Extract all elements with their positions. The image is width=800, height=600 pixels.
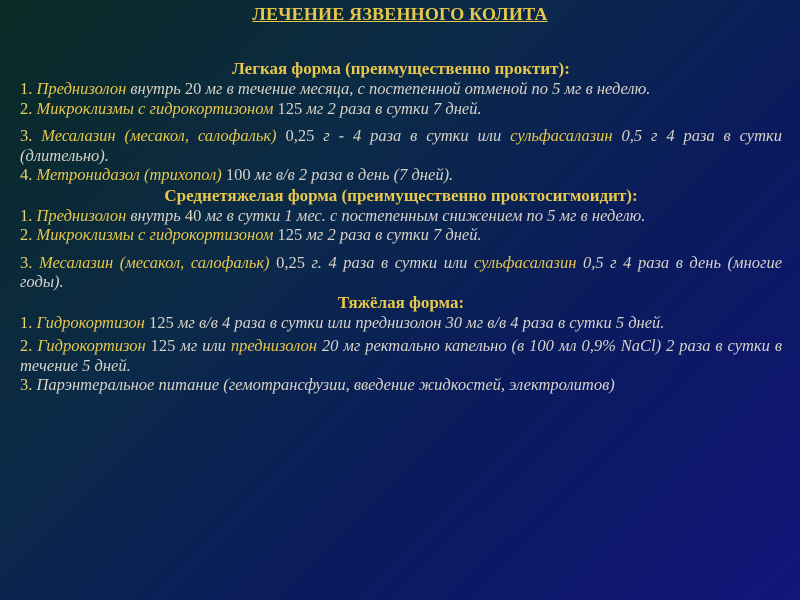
item-number: 2. xyxy=(20,225,33,244)
drug-name: Преднизолон xyxy=(36,205,127,225)
item-number: 3. xyxy=(20,375,33,394)
moderate-item-3: 3. Месалазин (месакол, салофальк) 0,25 г. 4 раза в сутки или сульфасалазин 0,5 г 4 раза в день (многие годы). xyxy=(20,252,783,291)
drug-name-alt: сульфасалазин xyxy=(510,126,613,145)
item-number: 3. xyxy=(20,252,33,272)
drug-name: Гидрокортизон xyxy=(37,336,146,355)
drug-name: Месалазин (месакол, салофальк) xyxy=(41,126,277,145)
slide-title: ЛЕЧЕНИЕ ЯЗВЕННОГО КОЛИТА xyxy=(252,4,548,24)
item-number: 4. xyxy=(20,165,33,184)
mild-item-1: 1. Преднизолон внутрь 20 мг в течение месяца, с постепенной отменой по 5 мг в неделю. xyxy=(20,79,651,98)
moderate-heading: Среднетяжелая форма (преимущественно проктосигмоидит): xyxy=(164,185,638,205)
drug-name-alt: преднизолон xyxy=(230,336,317,355)
mild-item-3: 3. Месалазин (месакол, салофальк) 0,25 г - 4 раза в сутки или сульфасалазин 0,5 г 4 раза в сутки (длительно). xyxy=(20,126,783,165)
drug-name: Месалазин (месакол, салофальк) xyxy=(38,252,270,272)
drug-name: Гидрокортизон xyxy=(36,312,145,332)
moderate-item-1: 1. Преднизолон внутрь 40 мг в сутки 1 мес. с постепенным снижением по 5 мг в неделю. xyxy=(20,205,646,225)
item-number: 3. xyxy=(20,126,33,145)
mild-item-2: 2. Микроклизмы с гидрокортизоном 125 мг 2 раза в сутки 7 дней. xyxy=(20,98,482,118)
severe-item-1: 1. Гидрокортизон 125 мг в/в 4 раза в сутки или преднизолон 30 мг в/в 4 раза в сутки 5 дней. xyxy=(20,312,665,332)
drug-name: Микроклизмы с гидрокортизоном xyxy=(36,225,274,244)
drug-name: Микроклизмы с гидрокортизоном xyxy=(36,98,274,118)
mild-item-4: 4. Метронидазол (трихопол) 100 мг в/в 2 раза в день (7 дней). xyxy=(20,165,454,184)
item-number: 2. xyxy=(20,98,33,118)
drug-name: Преднизолон xyxy=(36,79,127,98)
item-number: 1. xyxy=(20,205,33,225)
item-number: 1. xyxy=(20,79,33,98)
severe-heading: Тяжёлая форма: xyxy=(337,292,465,312)
item-number: 1. xyxy=(20,312,33,332)
mild-heading: Легкая форма (преимущественно проктит): xyxy=(232,59,570,78)
drug-name: Метронидазол (трихопол) xyxy=(36,165,222,184)
slide-content xyxy=(20,58,782,395)
item-number: 2. xyxy=(20,336,33,355)
drug-name-alt: сульфасалазин xyxy=(473,252,577,272)
moderate-item-2: 2. Микроклизмы с гидрокортизоном 125 мг 2 раза в сутки 7 дней. xyxy=(20,225,482,244)
severe-item-3: 3. Парэнтеральное питание (гемотрансфузии, введение жидкостей, электролитов) xyxy=(20,375,615,394)
severe-item-2: 2. Гидрокортизон 125 мг или преднизолон 20 мг ректально капельно (в 100 мл 0,9% NaCl) 2 раза в сутки в течение 5 дней. xyxy=(20,336,782,375)
